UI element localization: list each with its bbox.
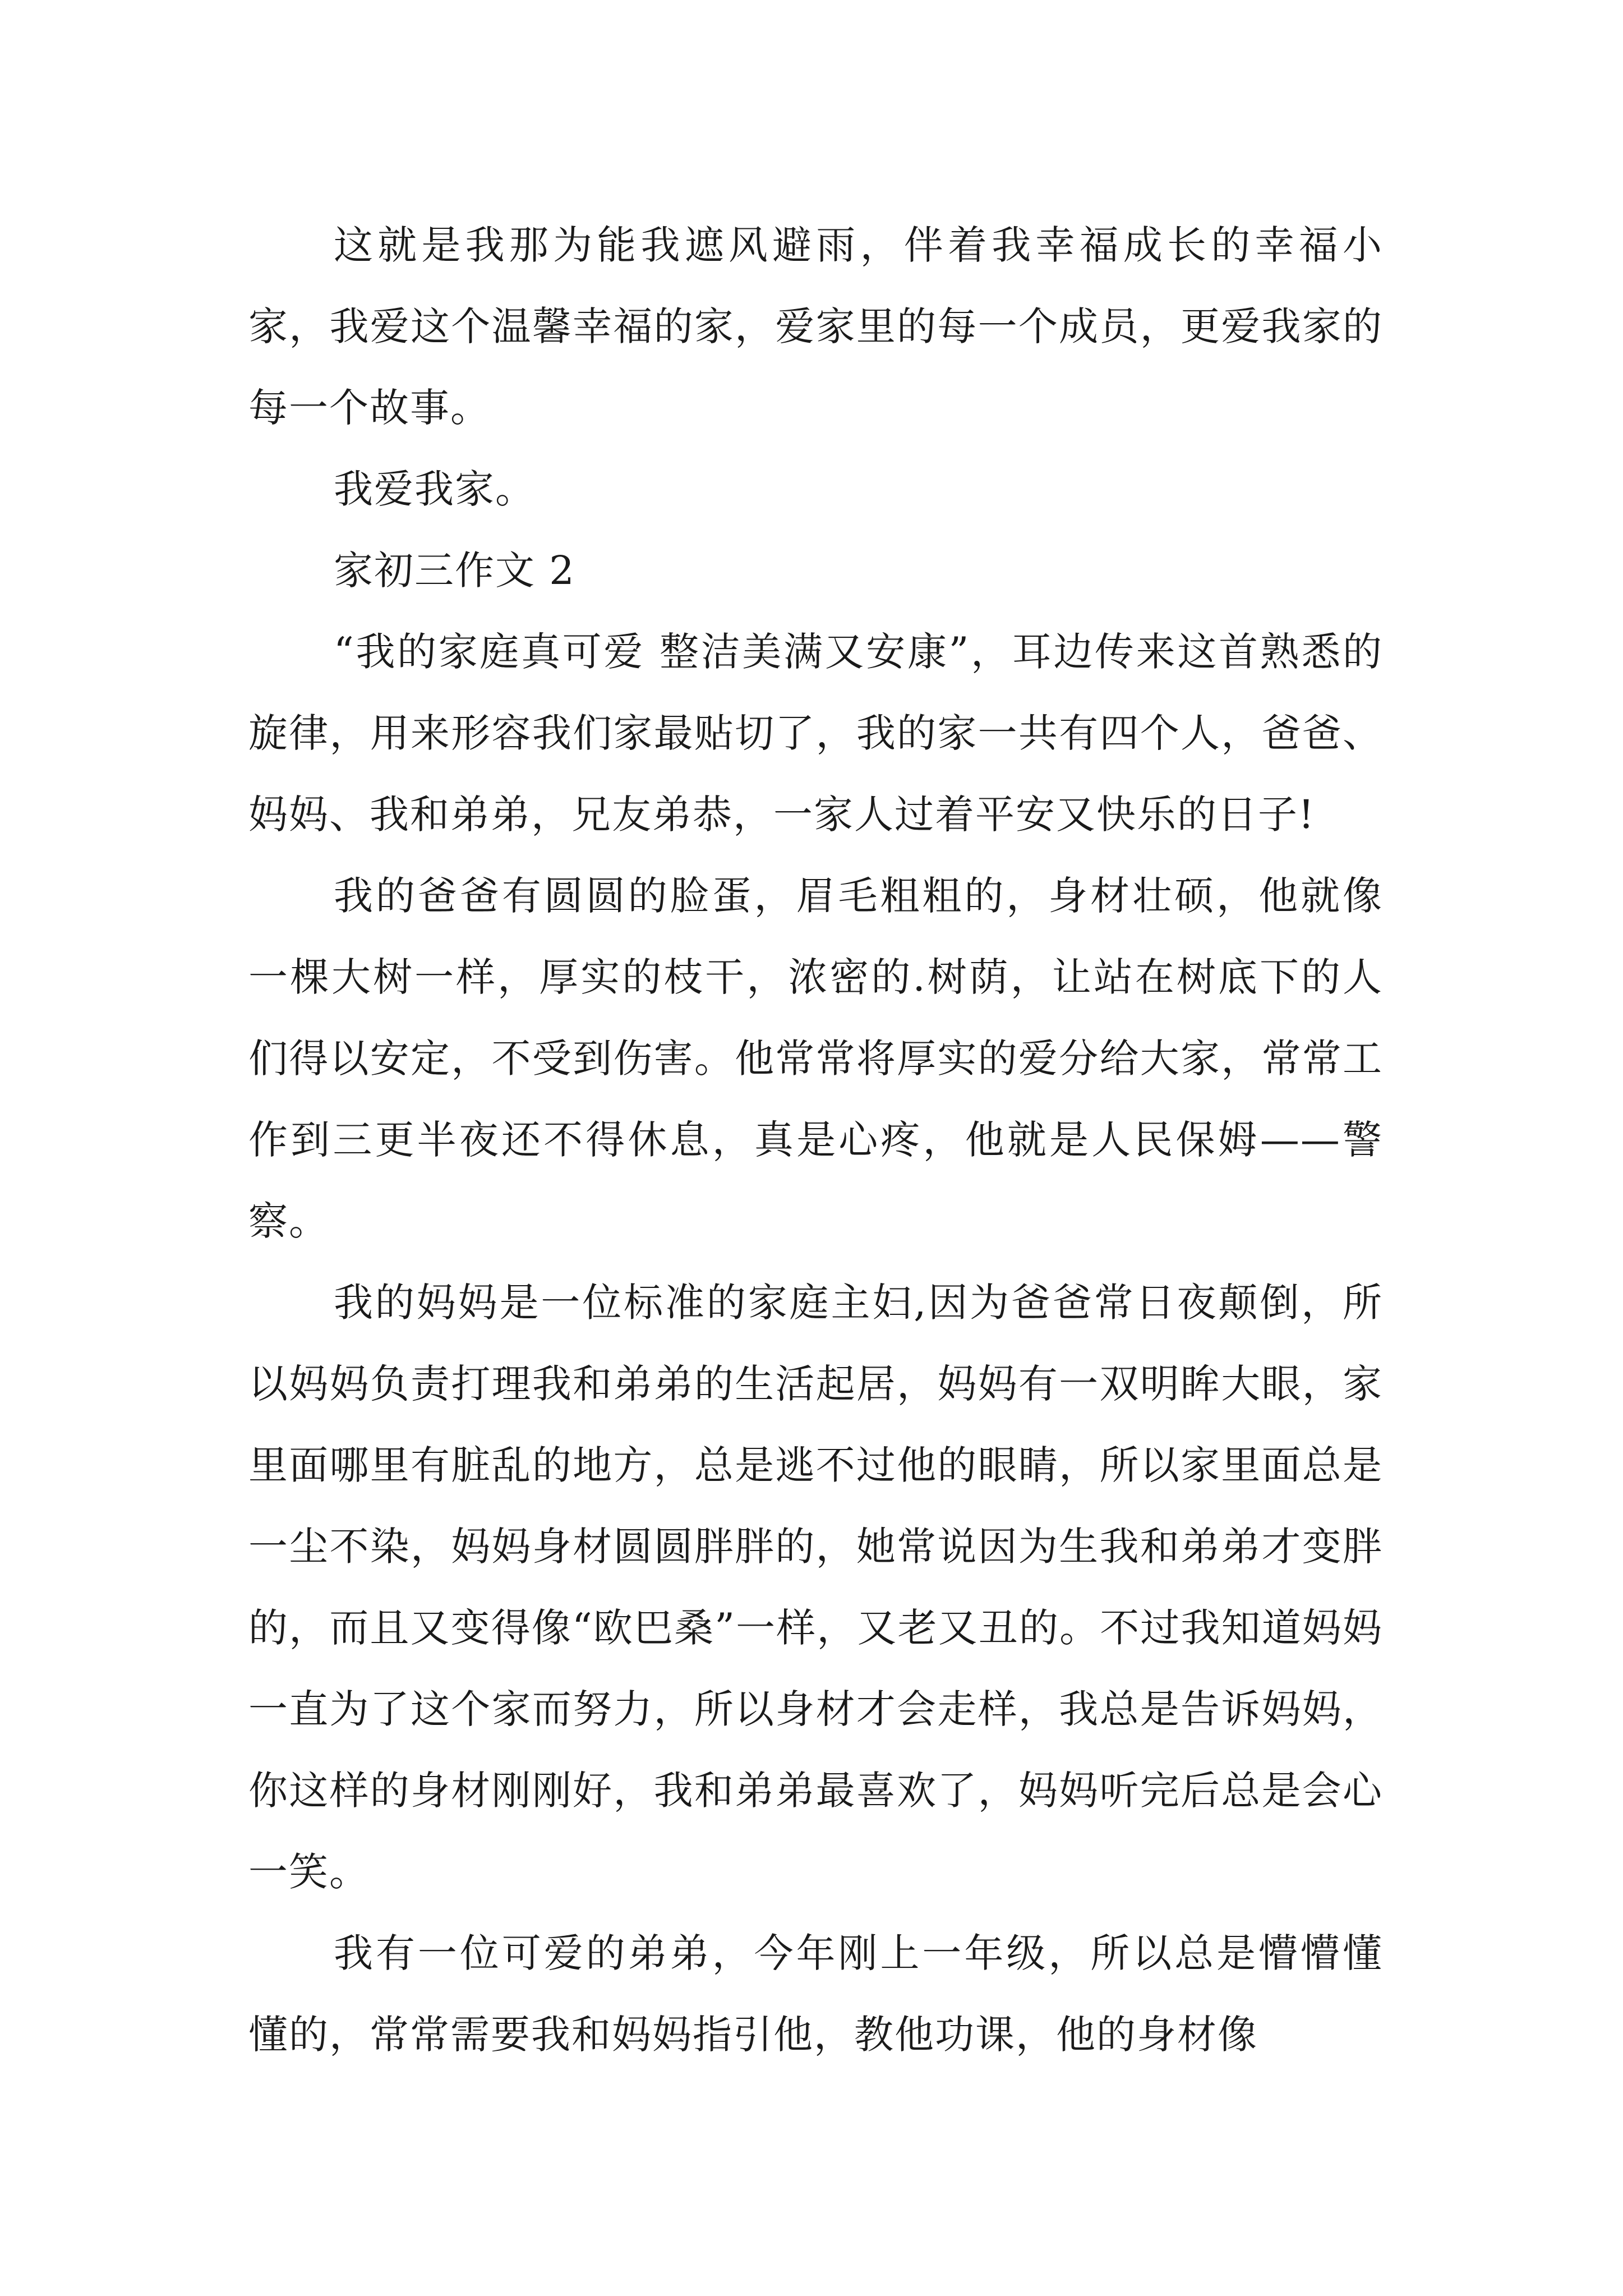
- essay-title: 家初三作文 2: [334, 547, 575, 593]
- paragraph-mother: 我的妈妈是一位标准的家庭主妇,因为爸爸常日夜颠倒，所以妈妈负责打理我和弟弟的生活起居，妈妈有一双明眸大眼，家里面哪里有脏乱的地方，总是逃不过他的眼睛，所以家里面总是一尘不染，妈妈身材圆圆胖胖的，她常说因为生我和弟弟才变胖的，而且又变得像“欧巴桑”一样，又老又丑的。不过我知道妈妈一直为了这个家而努力，所以身材才会走样，我总是告诉妈妈，你这样的身材刚刚好，我和弟弟最喜欢了，妈妈听完后总是会心一笑。: [248, 1280, 1383, 1895]
- paragraph-intro: “我的家庭真可爱 整洁美满又安康”，耳边传来这首熟悉的旋律，用来形容我们家最贴切了，我的家一共有四个人，爸爸、妈妈、我和弟弟，兄友弟恭，一家人过着平安又快乐的日子!: [248, 629, 1383, 838]
- paragraph-brother: 我有一位可爱的弟弟，今年刚上一年级，所以总是懵懵懂懂的，常常需要我和妈妈指引他，教他功课，他的身材像: [248, 1930, 1383, 2058]
- essay-body: [248, 205, 1383, 2076]
- paragraph-i-love-my-home: 我爱我家。: [334, 466, 536, 512]
- paragraph-conclusion: 这就是我那为能我遮风避雨，伴着我幸福成长的幸福小家，我爱这个温馨幸福的家，爱家里的每一个成员，更爱我家的每一个故事。: [248, 222, 1383, 431]
- paragraph-father: 我的爸爸有圆圆的脸蛋，眉毛粗粗的，身材壮硕，他就像一棵大树一样，厚实的枝干，浓密的.树荫，让站在树底下的人们得以安定，不受到伤害。他常常将厚实的爱分给大家，常常工作到三更半夜还不得休息，真是心疼，他就是人民保姆——警察。: [248, 873, 1383, 1244]
